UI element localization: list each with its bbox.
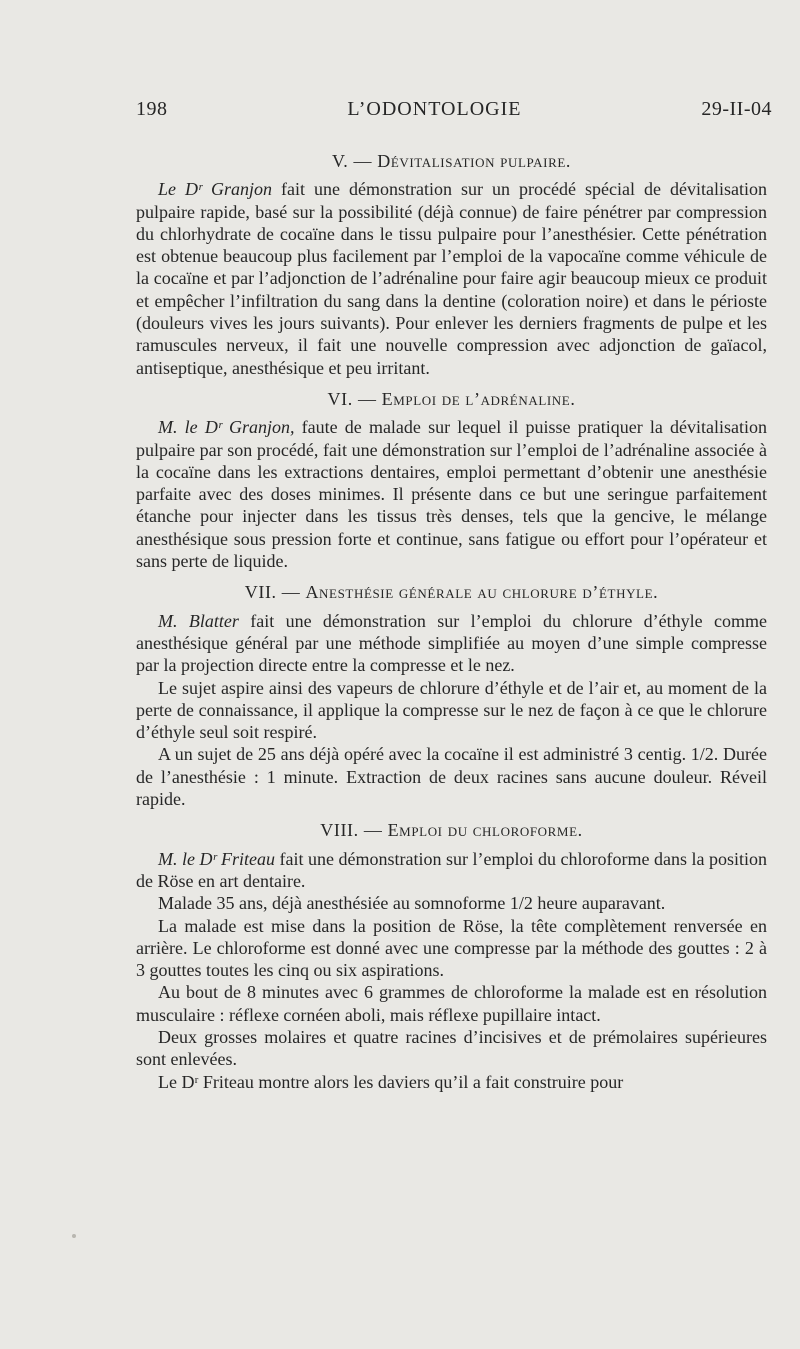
paragraph [136,892,767,914]
paragraph [136,743,767,810]
speaker-name: M. Blatter [158,610,239,631]
paragraph-text: La malade est mise dans la position de Röse, la tête complètement renversée en arrière. Le chloroforme est donné avec une compresse par la méthode des gouttes : 2 à 3 gouttes toutes les cinq ou six aspirations. [136,915,767,981]
paragraph-text: Le Dʳ Friteau montre alors les daviers qu’il a fait construire pour [158,1071,624,1092]
paragraph [136,610,767,677]
speaker-name: M. le Dʳ Granjon, [158,417,295,438]
paragraph [136,915,767,982]
section-heading [136,581,767,603]
section-numeral: V. — [332,151,373,171]
section-vii [136,581,767,810]
section-numeral: VIII. — [320,820,383,841]
section-heading [136,388,767,410]
paragraph [136,178,767,379]
paragraph-text: A un sujet de 25 ans déjà opéré avec la cocaïne il est administré 3 centig. 1/2. Durée de l’anesthésie : 1 minute. Extraction de deux racines sans aucune douleur. Réveil rapide. [136,744,767,810]
paragraph [136,1026,767,1071]
section-title: Emploi du chloroforme. [387,820,583,841]
section-viii [136,819,767,1093]
paragraph-text: fait une démonstration sur un procédé spécial de dévitalisation pulpaire rapide, basé sur la possibilité (déjà connue) de faire pénétrer par compression du chlorhydrate de cocaïne dans le tissu pulpaire pour l’anesthésier. Cette pénétration est obtenue beaucoup plus facilement par l’emploi de la vapocaïne comme véhicule de la cocaïne et par l’adjonction de l’adrénaline pour faire agir beaucoup mieux ce produit et empêcher l’infiltration du sang dans la dentine (coloration noire) et dans le périoste (douleurs vives les jours suivants). Pour enlever les derniers fragments de pulpe et les ramuscules nerveux, il fait une nouvelle compression avec adjonction de gaïacol, antiseptique, anesthésique et peu irritant. [136,179,767,378]
paragraph [136,848,767,893]
paragraph-text: faute de malade sur lequel il puisse pratiquer la dévitalisation pulpaire par son procédé, fait une démonstration sur l’emploi de l’adrénaline associée à la cocaïne dans les extractions dentaires, emploi permettant d’obtenir une anesthésie parfaite avec des doses minimes. Il présente dans ce but une seringue parfaitement étanche pour injecter dans les tissus très denses, tels que la gencive, le mélange anesthésique sous pression forte et continue, sans fatigue ou effort pour l’opérateur et sans perte de liquide. [136,417,767,572]
paper-speck [72,1234,76,1238]
paragraph-text: fait une démonstration sur l’emploi du chloroforme dans la position de Röse en art dentaire. [136,848,767,891]
speaker-name: M. le Dʳ Friteau [158,848,275,869]
speaker-name: Le Dʳ Granjon [158,179,273,200]
paragraph-text: Au bout de 8 minutes avec 6 grammes de chloroforme la malade est en résolution musculaire : réflexe cornéen aboli, mais réflexe pupillaire intact. [136,982,767,1025]
section-v [136,150,767,379]
paragraph-text: fait une démonstration sur l’emploi du chlorure d’éthyle comme anesthésique général par une méthode simplifiée au moyen d’une simple compresse par la projection directe entre la compresse et le nez. [136,610,767,676]
paragraph [136,416,767,572]
paragraph-text: Malade 35 ans, déjà anesthésiée au somnoforme 1/2 heure auparavant. [158,893,666,914]
section-heading [136,819,767,841]
running-title: L’ODONTOLOGIE [347,98,522,120]
paragraph-text: Deux grosses molaires et quatre racines d’incisives et de prémolaires supérieures sont enlevées. [136,1026,767,1070]
page-number: 198 [136,98,168,120]
running-header [136,98,772,121]
section-title: Anesthésie générale au chlorure d’éthyle. [305,582,659,603]
paragraph [136,1071,767,1093]
section-heading [136,150,767,172]
section-title: Dévitalisation pulpaire. [377,151,571,171]
section-title: Emploi de l’adrénaline. [381,388,576,409]
section-numeral: VII. — [244,582,301,603]
paragraph-text: Le sujet aspire ainsi des vapeurs de chlorure d’éthyle et de l’air et, au moment de la perte de connaissance, il applique la compresse sur le nez de façon à ce que le chlorure d’éthyle seul soit respiré. [136,677,767,743]
paragraph [136,981,767,1026]
section-numeral: VI. — [327,388,377,409]
paragraph [136,677,767,744]
section-vi [136,388,767,572]
page-body [136,150,767,1093]
issue-date: 29-II-04 [701,98,772,120]
